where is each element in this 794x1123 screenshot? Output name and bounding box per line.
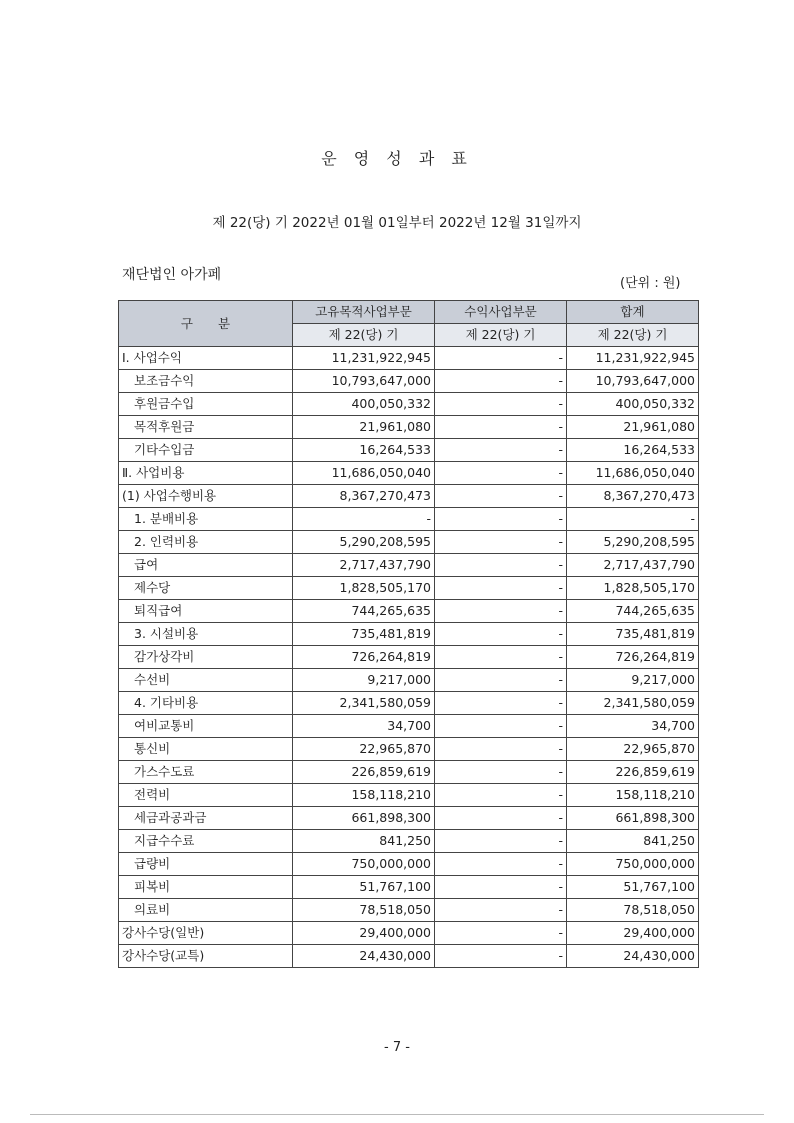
row-value-c2: - [435,853,567,876]
row-label: 2. 인력비용 [119,531,293,554]
row-label: 4. 기타비용 [119,692,293,715]
row-value-c3: 158,118,210 [567,784,699,807]
row-value-c2: - [435,784,567,807]
row-value-c2: - [435,577,567,600]
row-value-c3: 1,828,505,170 [567,577,699,600]
row-value-c3: 24,430,000 [567,945,699,968]
row-label: 피복비 [119,876,293,899]
page-number: - 7 - [384,1040,410,1055]
header-category: 구 분 [119,301,293,347]
row-label: 통신비 [119,738,293,761]
table-row [119,531,699,554]
row-value-c2: - [435,738,567,761]
row-value-c3: 16,264,533 [567,439,699,462]
row-value-c1: 735,481,819 [293,623,435,646]
row-value-c3: 744,265,635 [567,600,699,623]
row-value-c1: 158,118,210 [293,784,435,807]
row-value-c1: 10,793,647,000 [293,370,435,393]
header-period3: 제 22(당) 기 [567,324,699,347]
header-col2: 수익사업부문 [435,301,567,324]
header-col1: 고유목적사업부문 [293,301,435,324]
row-value-c1: 21,961,080 [293,416,435,439]
organization-name: 재단법인 아가페 [122,267,222,283]
table-row [119,416,699,439]
table-row [119,393,699,416]
table-row [119,554,699,577]
row-value-c1: 34,700 [293,715,435,738]
table-row [119,508,699,531]
row-value-c1: 29,400,000 [293,922,435,945]
row-label: 감가상각비 [119,646,293,669]
row-label: 목적후원금 [119,416,293,439]
row-value-c3: 29,400,000 [567,922,699,945]
row-value-c2: - [435,761,567,784]
table-row [119,370,699,393]
operating-results-table [118,300,699,968]
row-label: (1) 사업수행비용 [119,485,293,508]
row-value-c2: - [435,554,567,577]
table-row [119,807,699,830]
row-label: 제수당 [119,577,293,600]
row-label: 기타수입금 [119,439,293,462]
row-value-c3: 841,250 [567,830,699,853]
row-value-c1: 400,050,332 [293,393,435,416]
table-row [119,669,699,692]
row-value-c3: 11,231,922,945 [567,347,699,370]
row-label: 의료비 [119,899,293,922]
row-label: 퇴직급여 [119,600,293,623]
row-value-c3: 9,217,000 [567,669,699,692]
row-value-c1: 22,965,870 [293,738,435,761]
row-label: 급여 [119,554,293,577]
row-value-c1: 8,367,270,473 [293,485,435,508]
row-label: Ⅱ. 사업비용 [119,462,293,485]
table-row [119,646,699,669]
row-value-c2: - [435,692,567,715]
row-value-c3: 2,717,437,790 [567,554,699,577]
table-row [119,347,699,370]
row-value-c3: 750,000,000 [567,853,699,876]
row-value-c2: - [435,531,567,554]
table-row [119,577,699,600]
row-value-c1: 841,250 [293,830,435,853]
row-value-c1: 11,231,922,945 [293,347,435,370]
row-label: 3. 시설비용 [119,623,293,646]
row-label: 강사수당(교특) [119,945,293,968]
header-col3: 합계 [567,301,699,324]
table-row [119,761,699,784]
row-value-c3: 735,481,819 [567,623,699,646]
header-period1: 제 22(당) 기 [293,324,435,347]
row-value-c2: - [435,439,567,462]
table-row [119,462,699,485]
row-value-c3: 5,290,208,595 [567,531,699,554]
table-body [119,347,699,968]
table-row [119,600,699,623]
row-label: 전력비 [119,784,293,807]
row-value-c3: 51,767,100 [567,876,699,899]
row-label: 보조금수익 [119,370,293,393]
row-value-c3: 226,859,619 [567,761,699,784]
row-value-c1: 1,828,505,170 [293,577,435,600]
header-period2: 제 22(당) 기 [435,324,567,347]
row-value-c3: 78,518,050 [567,899,699,922]
row-value-c2: - [435,922,567,945]
row-value-c3: 400,050,332 [567,393,699,416]
row-value-c2: - [435,807,567,830]
row-value-c2: - [435,669,567,692]
table-row [119,738,699,761]
row-value-c2: - [435,945,567,968]
table-row [119,784,699,807]
row-value-c1: 5,290,208,595 [293,531,435,554]
row-value-c1: 226,859,619 [293,761,435,784]
table-row [119,922,699,945]
table-row [119,945,699,968]
fiscal-period: 제 22(당) 기 2022년 01월 01일부터 2022년 12월 31일까지 [212,215,582,231]
row-value-c2: - [435,416,567,439]
row-value-c1: 2,717,437,790 [293,554,435,577]
table-row [119,853,699,876]
bottom-divider [30,1114,764,1115]
table-row [119,623,699,646]
row-value-c2: - [435,899,567,922]
row-value-c3: 34,700 [567,715,699,738]
row-value-c1: - [293,508,435,531]
row-value-c3: 21,961,080 [567,416,699,439]
table-row [119,439,699,462]
row-value-c2: - [435,830,567,853]
currency-unit: (단위 : 원) [620,276,681,291]
row-value-c3: 22,965,870 [567,738,699,761]
row-value-c2: - [435,876,567,899]
table-row [119,485,699,508]
row-value-c1: 51,767,100 [293,876,435,899]
row-value-c3: 661,898,300 [567,807,699,830]
row-value-c2: - [435,623,567,646]
row-value-c1: 11,686,050,040 [293,462,435,485]
table-row [119,830,699,853]
row-value-c3: 8,367,270,473 [567,485,699,508]
row-value-c3: 11,686,050,040 [567,462,699,485]
row-value-c1: 661,898,300 [293,807,435,830]
row-value-c2: - [435,508,567,531]
row-value-c3: 726,264,819 [567,646,699,669]
row-value-c2: - [435,715,567,738]
row-value-c1: 16,264,533 [293,439,435,462]
table-row [119,715,699,738]
row-value-c3: - [567,508,699,531]
table-row [119,876,699,899]
row-label: 급량비 [119,853,293,876]
row-label: 지급수수료 [119,830,293,853]
row-value-c3: 2,341,580,059 [567,692,699,715]
row-value-c2: - [435,393,567,416]
row-value-c1: 726,264,819 [293,646,435,669]
row-value-c1: 24,430,000 [293,945,435,968]
document-title: 운 영 성 과 표 [321,149,473,168]
row-value-c2: - [435,370,567,393]
table-row [119,899,699,922]
row-label: 여비교통비 [119,715,293,738]
row-label: 1. 분배비용 [119,508,293,531]
row-label: 후원금수입 [119,393,293,416]
row-value-c3: 10,793,647,000 [567,370,699,393]
row-value-c2: - [435,462,567,485]
row-label: 수선비 [119,669,293,692]
row-value-c2: - [435,600,567,623]
row-label: 세금과공과금 [119,807,293,830]
row-label: 강사수당(일반) [119,922,293,945]
row-label: Ⅰ. 사업수익 [119,347,293,370]
row-value-c2: - [435,485,567,508]
row-value-c1: 744,265,635 [293,600,435,623]
row-value-c2: - [435,646,567,669]
row-value-c1: 9,217,000 [293,669,435,692]
row-value-c2: - [435,347,567,370]
row-value-c1: 2,341,580,059 [293,692,435,715]
table-row [119,692,699,715]
row-label: 가스수도료 [119,761,293,784]
row-value-c1: 78,518,050 [293,899,435,922]
row-value-c1: 750,000,000 [293,853,435,876]
